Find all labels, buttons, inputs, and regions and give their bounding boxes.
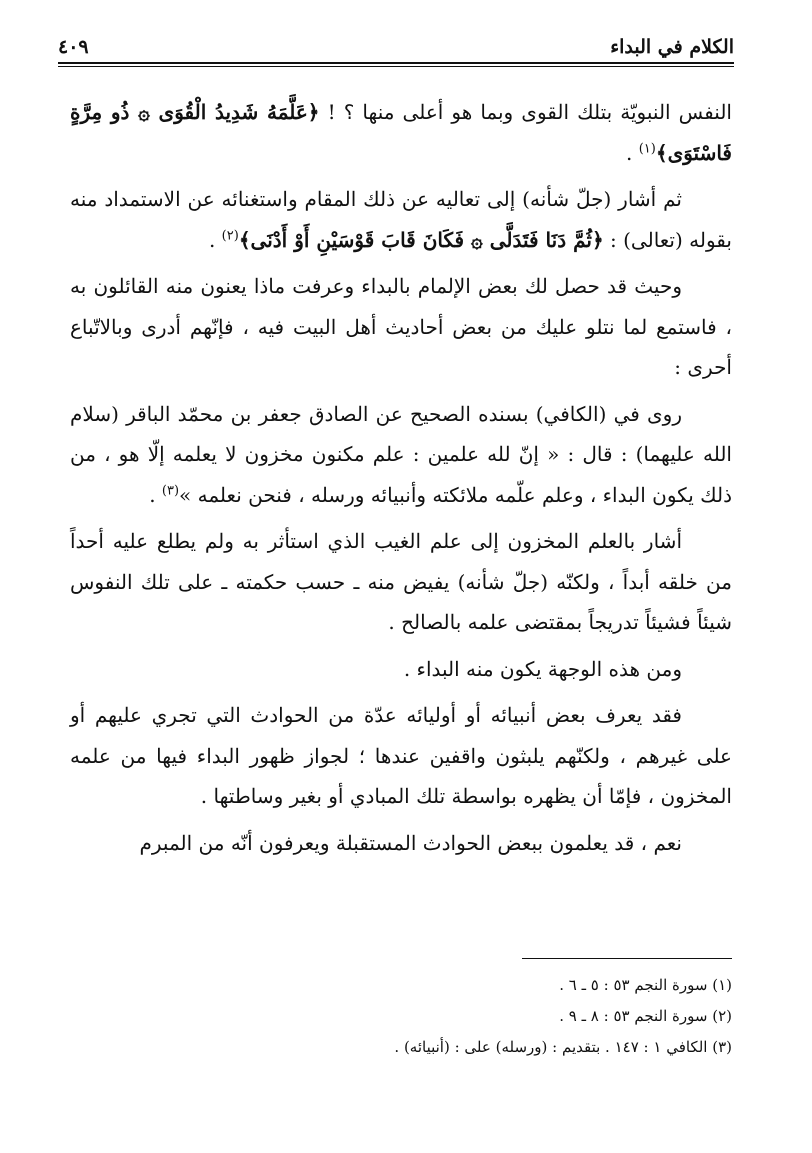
footnote: (١) سورة النجم ٥٣ : ٥ ـ ٦ . <box>559 976 732 994</box>
footnote: (٢) سورة النجم ٥٣ : ٨ ـ ٩ . <box>559 1007 732 1025</box>
quran-verse: ﴿ثُمَّ دَنَا فَتَدَلَّى ۞ فَكَانَ قَابَ قَوْسَيْنِ أَوْ أَدْنَى﴾ <box>238 227 604 252</box>
header-rule <box>58 62 734 64</box>
paragraph: أشار بالعلم المخزون إلى علم الغيب الذي استأثر به ولم يطلع عليه أحداً من خلقه أبداً ، ولكنّه (جلّ شأنه) يفيض منه ـ حسب حكمته ـ على تلك النفوس شيئاً فشيئاً تدريجاً بمقتضى علمه بالصالح . <box>70 529 732 634</box>
page-number: ٤٠٩ <box>58 36 89 58</box>
footnote-marker: (١) <box>638 140 656 156</box>
paragraph: نعم ، قد يعلمون ببعض الحوادث المستقبلة ويعرفون أنّه من المبرم <box>139 830 682 855</box>
paragraph: ومن هذه الوجهة يكون منه البداء . <box>403 656 682 681</box>
paragraph: روى في (الكافي) بسنده الصحيح عن الصادق جعفر بن محمّد الباقر (سلام الله عليهما) : قال : « إنّ لله علمين : علم مكنون مخزون لا يعلمه إلّا هو ، من ذلك يكون البداء ، وعلم علّمه ملائكته وأنبيائه ورسله ، فنحن نعلمه »$^{(٣)}$ . <box>70 401 732 507</box>
paragraph: فقد يعرف بعض أنبيائه أو أوليائه عدّة من الحوادث التي تجري عليهم أو على غيرهم ، ولكنّهم يلبثون واقفين عندها ؛ لجواز ظهور البداء فيها من علمه المخزون ، فإمّا أن يظهره بواسطة تلك المبادي أو بغير وساطتها . <box>70 703 732 808</box>
running-head <box>58 28 734 58</box>
header-rule-thin <box>58 66 734 67</box>
footnote: (٣) الكافي ١ : ١٤٧ . بتقديم : (ورسله) على : (أنبيائه) . <box>394 1038 732 1056</box>
footnotes <box>70 970 732 1063</box>
paragraph: ثم أشار (جلّ شأنه) إلى تعاليه عن ذلك المقام واستغنائه عن الاستمداد منه بقوله (تعالى) : ﴿ثُمَّ دَنَا فَتَدَلَّى ۞ فَكَانَ قَابَ قَوْسَيْنِ أَوْ أَدْنَى﴾$^{(٢)}$ . <box>70 187 732 252</box>
footnote-marker: (٣) <box>161 482 180 498</box>
quran-verse: ﴿عَلَّمَهُ شَدِيدُ الْقُوَى ۞ ذُو مِرَّةٍ فَاسْتَوَى﴾ <box>70 100 732 165</box>
paragraph: النفس النبويّة بتلك القوى وبما هو أعلى منها ؟ ! ﴿عَلَّمَهُ شَدِيدُ الْقُوَى ۞ ذُو مِرَّةٍ فَاسْتَوَى﴾$^{(١)}$ . <box>70 100 732 165</box>
paragraph: وحيث قد حصل لك بعض الإلمام بالبداء وعرفت ماذا يعنون منه القائلون به ، فاستمع لما نتلو عليك من بعض أحاديث أهل البيت فيه ، فإنّهم أدرى وبالاتّباع أحرى : <box>70 274 732 379</box>
body-text <box>70 92 732 869</box>
footnote-separator <box>522 958 732 959</box>
footnote-marker: (٢) <box>221 227 239 243</box>
chapter-title: الكلام في البداء <box>610 36 734 58</box>
